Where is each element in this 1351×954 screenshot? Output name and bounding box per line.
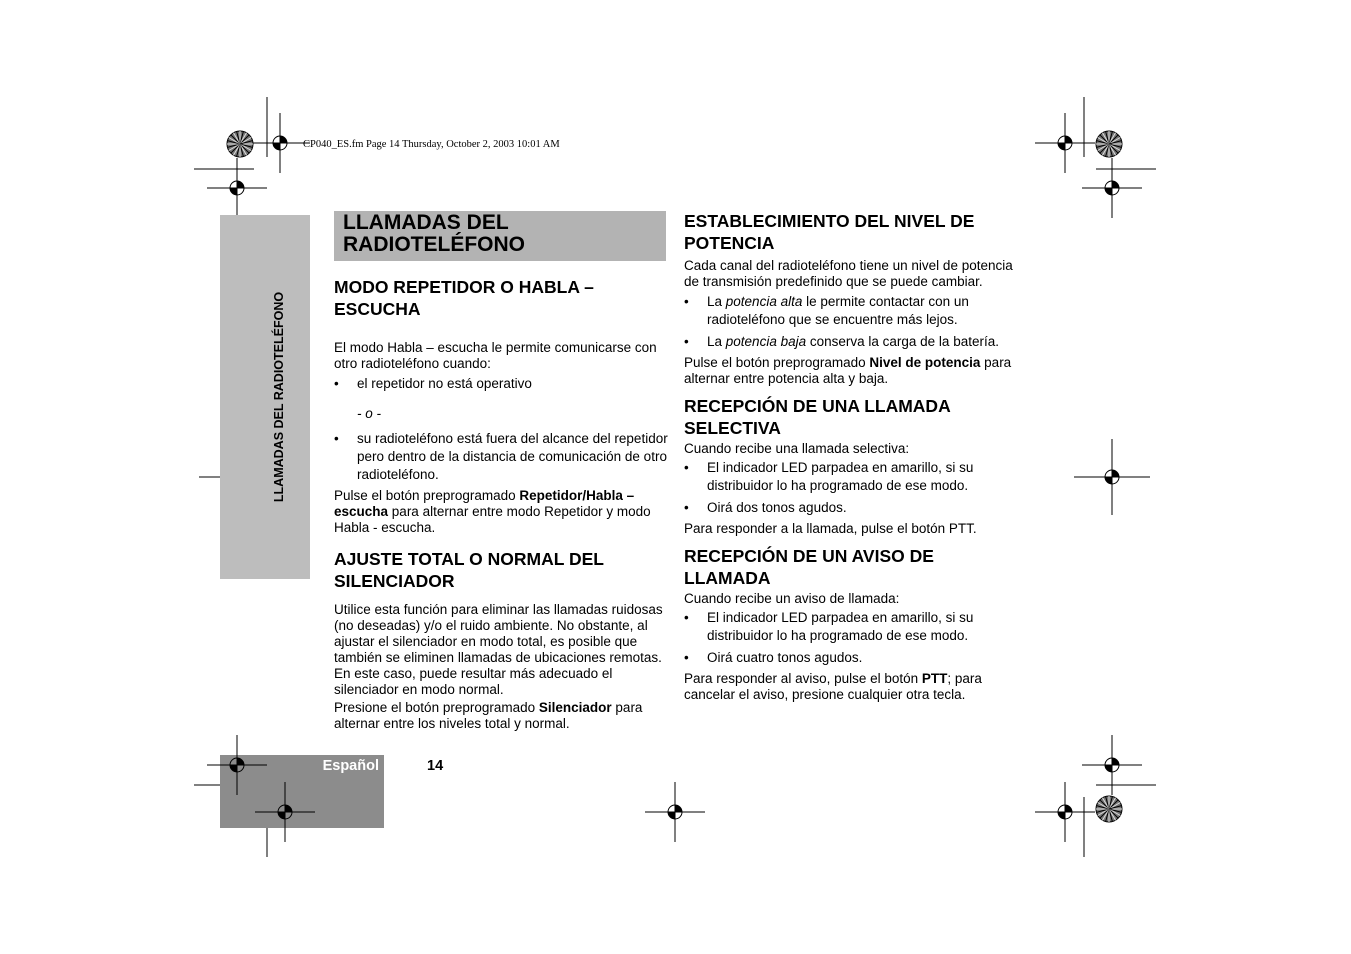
heading-repetidor: MODO REPETIDOR O HABLA – ESCUCHA — [334, 277, 594, 319]
list-item: • el repetidor no está operativo — [334, 375, 669, 393]
selectiva-outro: Para responder a la llamada, pulse el botón PTT. — [684, 521, 977, 536]
registration-mark — [255, 782, 315, 842]
list-item: • su radioteléfono está fuera del alcance del repetidor pero dentro de la distancia de comunicación de otro radioteléfono. — [334, 430, 669, 484]
selectiva-intro: Cuando recibe una llamada selectiva: — [684, 441, 910, 456]
heading-silenciador: AJUSTE TOTAL O NORMAL DEL SILENCIADOR — [334, 549, 604, 591]
heading-potencia: ESTABLECIMIENTO DEL NIVEL DE POTENCIA — [684, 211, 975, 253]
silenciador-action: Presione el botón preprogramado Silenciador para alternar entre los niveles total y normal. — [334, 700, 643, 731]
heading-selectiva: RECEPCIÓN DE UNA LLAMADA SELECTIVA — [684, 396, 951, 438]
file-header-line: CP040_ES.fm Page 14 Thursday, October 2, 2003 10:01 AM — [303, 139, 560, 150]
list-item: • La potencia alta le permite contactar con un radioteléfono que se encuentre más lejos. — [684, 293, 1019, 329]
registration-mark — [207, 735, 267, 795]
aviso-intro: Cuando recibe un aviso de llamada: — [684, 591, 900, 606]
silenciador-body: Utilice esta función para eliminar las llamadas ruidosas (no deseadas) y/o el ruido ambiente. No obstante, al ajustar el silenciador en modo total, es posible que también se eliminen llamadas de ubicaciones remotas. En este caso, puede resultar más adecuado el silenciador en modo normal. — [334, 602, 663, 697]
list-item: • El indicador LED parpadea en amarillo, si su distribuidor lo ha programado de ese modo. — [684, 459, 1019, 495]
repetidor-action: Pulse el botón preprogramado Repetidor/Habla – escucha para alternar entre modo Repetidor y modo Habla - escucha. — [334, 488, 651, 535]
or-separator: - o - — [357, 406, 382, 421]
heading-aviso: RECEPCIÓN DE UN AVISO DE LLAMADA — [684, 546, 934, 588]
list-item: • El indicador LED parpadea en amarillo, si su distribuidor lo ha programado de ese modo. — [684, 609, 1019, 645]
aviso-action: Para responder al aviso, pulse el botón PTT; para cancelar el aviso, presione cualquier otra tecla. — [684, 671, 982, 702]
chapter-title: LLAMADAS DEL RADIOTELÉFONO — [343, 211, 525, 256]
list-item: • Oirá cuatro tonos agudos. — [684, 649, 1019, 667]
list-item: • La potencia baja conserva la carga de la batería. — [684, 333, 1019, 351]
potencia-intro: Cada canal del radioteléfono tiene un nivel de potencia de transmisión predefinido que se puede cambiar. — [684, 258, 1013, 289]
footer-language: Español — [322, 758, 379, 774]
potencia-action: Pulse el botón preprogramado Nivel de potencia para alternar entre potencia alta y baja. — [684, 355, 1012, 386]
repetidor-intro: El modo Habla – escucha le permite comunicarse con otro radioteléfono cuando: — [334, 340, 657, 371]
list-item: • Oirá dos tonos agudos. — [684, 499, 1019, 517]
side-tab-label: LLAMADAS DEL RADIOTELÉFONO — [272, 291, 286, 503]
page-number: 14 — [427, 758, 444, 774]
